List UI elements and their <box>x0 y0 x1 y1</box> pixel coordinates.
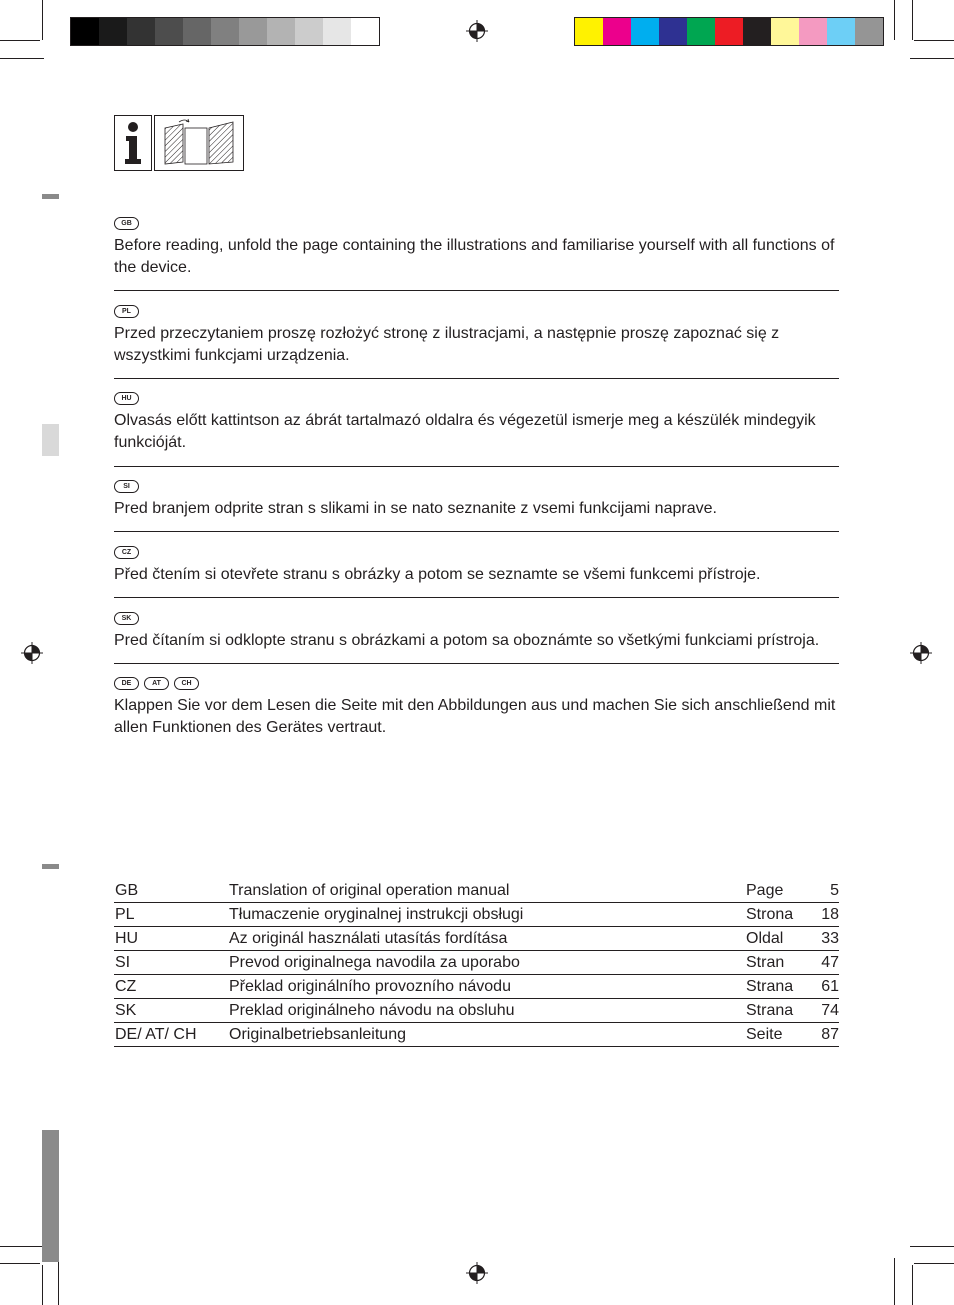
crop-mark <box>914 1263 954 1264</box>
instruction-text: Olvasás előtt kattintson az ábrát tartalmazó oldalra és végezetül ismerje meg a készülék mindegyik funkcióját. <box>114 412 816 451</box>
instruction-text: Pred branjem odprite stran s slikami in se nato seznanite z vsemi funkcijami naprave. <box>114 500 717 517</box>
crop-mark <box>0 40 40 41</box>
language-section-hu <box>114 392 839 454</box>
page-number: 61 <box>806 975 839 999</box>
page-number: 47 <box>806 951 839 975</box>
process-swatch <box>771 18 799 45</box>
registration-mark-icon <box>910 642 932 664</box>
language-badge: SK <box>114 612 139 625</box>
language-badges <box>114 217 839 231</box>
registration-mark-icon <box>21 642 43 664</box>
table-of-contents <box>114 879 839 1047</box>
crop-mark <box>42 1265 43 1305</box>
crop-mark <box>894 1258 895 1305</box>
manual-title: Překlad originálního provozního návodu <box>229 975 746 999</box>
language-badge: HU <box>114 392 139 405</box>
language-badges <box>114 612 839 626</box>
registration-mark-icon <box>466 1262 488 1284</box>
language-section-pl <box>114 305 839 367</box>
table-row <box>114 951 839 975</box>
page-label: Strana <box>746 999 806 1023</box>
divider <box>114 663 839 664</box>
page-label: Page <box>746 879 806 903</box>
grayscale-swatch <box>323 18 351 45</box>
grayscale-swatch <box>155 18 183 45</box>
instruction-text: Před čtením si otevřete stranu s obrázky a potom se seznamte se všemi funkcemi přístroje. <box>114 566 761 583</box>
language-code: CZ <box>114 975 229 999</box>
language-badges <box>114 546 839 560</box>
grayscale-swatch <box>127 18 155 45</box>
crop-mark <box>910 1246 954 1247</box>
crop-mark <box>912 1265 913 1305</box>
divider <box>114 531 839 532</box>
page-number: 87 <box>806 1023 839 1047</box>
language-code: SK <box>114 999 229 1023</box>
side-tab-marker <box>42 194 59 199</box>
language-badges <box>114 305 839 319</box>
table-row <box>114 927 839 951</box>
language-section-sk <box>114 612 839 652</box>
page-number: 5 <box>806 879 839 903</box>
process-swatch <box>603 18 631 45</box>
grayscale-color-bar <box>70 17 380 46</box>
language-badge: CH <box>174 677 199 690</box>
manual-title: Az originál használati utasítás fordítása <box>229 927 746 951</box>
language-badge: PL <box>114 305 139 318</box>
page-label: Oldal <box>746 927 806 951</box>
crop-mark <box>912 0 913 40</box>
table-row <box>114 999 839 1023</box>
side-tab-marker <box>42 864 59 869</box>
page-number: 33 <box>806 927 839 951</box>
language-badge: AT <box>144 677 169 690</box>
language-section-de <box>114 677 839 739</box>
divider <box>114 378 839 379</box>
page-label: Seite <box>746 1023 806 1047</box>
process-swatch <box>799 18 827 45</box>
manual-title: Originalbetriebsanleitung <box>229 1023 746 1047</box>
grayscale-swatch <box>351 18 379 45</box>
crop-mark <box>42 0 43 40</box>
page-label: Strona <box>746 903 806 927</box>
grayscale-swatch <box>71 18 99 45</box>
manual-title: Translation of original operation manual <box>229 879 746 903</box>
language-badges <box>114 480 839 494</box>
process-color-bar <box>574 17 884 46</box>
unfold-page-icon <box>154 115 244 171</box>
grayscale-swatch <box>295 18 323 45</box>
side-tab-marker <box>42 424 59 456</box>
manual-title: Prevod originalnega navodila za uporabo <box>229 951 746 975</box>
process-swatch <box>659 18 687 45</box>
page-label: Stran <box>746 951 806 975</box>
side-tab-marker <box>42 1130 59 1262</box>
process-swatch <box>855 18 883 45</box>
registration-mark-icon <box>466 20 488 42</box>
table-row <box>114 903 839 927</box>
language-badge: DE <box>114 677 139 690</box>
language-code: HU <box>114 927 229 951</box>
language-badge: CZ <box>114 546 139 559</box>
instruction-text: Przed przeczytaniem proszę rozłożyć stronę z ilustracjami, a następnie proszę zapoznać się z wszystkimi funkcjami urządzenia. <box>114 325 780 364</box>
table-row <box>114 1023 839 1047</box>
info-icon <box>114 115 152 171</box>
grayscale-swatch <box>239 18 267 45</box>
language-code: DE/ AT/ CH <box>114 1023 229 1047</box>
process-swatch <box>631 18 659 45</box>
language-code: PL <box>114 903 229 927</box>
crop-mark <box>910 58 954 59</box>
language-section-si <box>114 480 839 520</box>
crop-mark <box>894 0 895 40</box>
page-number: 18 <box>806 903 839 927</box>
language-section-gb <box>114 217 839 279</box>
process-swatch <box>715 18 743 45</box>
language-code: GB <box>114 879 229 903</box>
process-swatch <box>827 18 855 45</box>
crop-mark <box>0 58 44 59</box>
process-swatch <box>575 18 603 45</box>
crop-mark <box>0 1246 44 1247</box>
language-badge: SI <box>114 480 139 493</box>
page-number: 74 <box>806 999 839 1023</box>
page-label: Strana <box>746 975 806 999</box>
language-badges <box>114 677 839 691</box>
grayscale-swatch <box>99 18 127 45</box>
manual-title: Tłumaczenie oryginalnej instrukcji obsługi <box>229 903 746 927</box>
grayscale-swatch <box>211 18 239 45</box>
divider <box>114 466 839 467</box>
manual-title: Preklad originálneho návodu na obsluhu <box>229 999 746 1023</box>
table-row <box>114 975 839 999</box>
crop-mark <box>0 1263 40 1264</box>
grayscale-swatch <box>267 18 295 45</box>
process-swatch <box>743 18 771 45</box>
instruction-text: Before reading, unfold the page containing the illustrations and familiarise yourself with all functions of the device. <box>114 237 835 276</box>
language-code: SI <box>114 951 229 975</box>
instruction-text: Pred čítaním si odklopte stranu s obrázkami a potom sa oboznámte so všetkými funkciami prístroja. <box>114 632 820 649</box>
process-swatch <box>687 18 715 45</box>
language-section-cz <box>114 546 839 586</box>
crop-mark <box>914 40 954 41</box>
language-badge: GB <box>114 217 139 230</box>
table-row <box>114 879 839 903</box>
grayscale-swatch <box>183 18 211 45</box>
instruction-text: Klappen Sie vor dem Lesen die Seite mit den Abbildungen aus und machen Sie sich anschließend mit allen Funktionen des Gerätes vertraut. <box>114 697 836 736</box>
divider <box>114 597 839 598</box>
crop-mark <box>58 1258 59 1305</box>
language-badges <box>114 392 839 406</box>
divider <box>114 290 839 291</box>
